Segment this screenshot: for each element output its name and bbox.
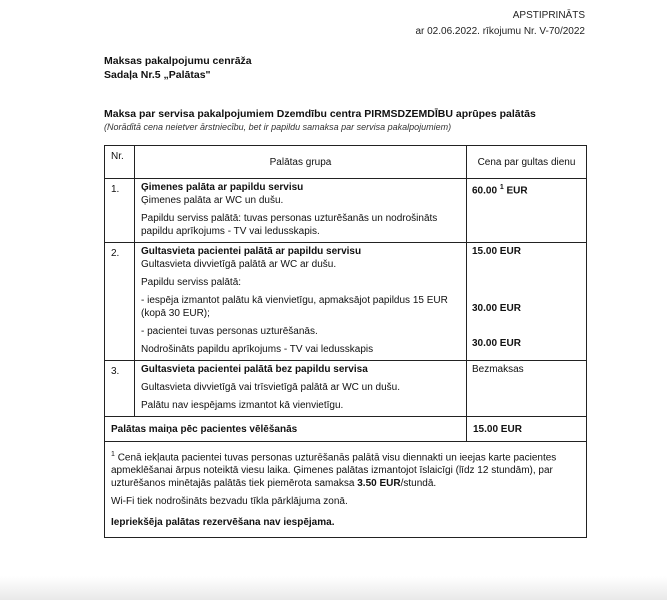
row-line: Papildu serviss palātā: (141, 277, 242, 288)
section-note: (Norādītā cena neietver ārstniecību, bet ir papildu samaksa par servisa pakalpojumiem) (104, 122, 452, 132)
footnote-row (105, 442, 587, 538)
row-nr: 2. (105, 243, 135, 361)
table-row-room-change (105, 417, 587, 442)
footnote-line (111, 448, 580, 464)
price-value: 30.00 EUR (472, 303, 521, 314)
footnote-text: Cenā iekļauta pacientei tuvas personas uzturēšanās palātā visu diennakti un ieejas karte pacientes (117, 452, 557, 464)
row-line: Nodrošināts papildu aprīkojums - TV vai ledusskapis (141, 344, 374, 355)
row-price (467, 361, 587, 417)
footnote-text: uzturēšanos minētajās palātās tiek piemērota samaksa (111, 478, 355, 490)
row-line: Gultasvieta divvietīgā vai trīsvietīgā palātā ar WC un dušu. (141, 382, 401, 393)
row-line: Palātu nav iespējams izmantot kā vienvietīgu. (141, 400, 344, 411)
reservation-note: Iepriekšēja palātas rezervēšana nav iespējama. (111, 517, 335, 529)
approved-label: APSTIPRINĀTS (512, 10, 585, 21)
price-value: Bezmaksas (472, 364, 524, 375)
footnote-line: apmeklēšanai ārpus noteiktā viesu laika. Ģimenes palātas izmantojot īslaicīgi (līdz 12 stundām), par (111, 465, 553, 477)
wifi-note: Wi-Fi tiek nodrošināts bezvadu tīkla pārklājuma zonā. (111, 496, 348, 508)
row-price (467, 179, 587, 243)
room-change-label: Palātas maiņa pēc pacientes vēlēšanās (105, 417, 467, 442)
row-group (135, 361, 467, 417)
row-price (467, 243, 587, 361)
footnote-rate: 3.50 EUR (357, 478, 401, 490)
footnote-line (111, 477, 580, 490)
row-nr: 1. (105, 179, 135, 243)
row-line: Papildu serviss palātā: tuvas personas uzturēšanās un nodrošināts (141, 213, 438, 224)
approval-stamp (415, 8, 585, 40)
price-value: 15.00 EUR (472, 246, 521, 257)
document-title (104, 54, 252, 82)
section-subtitle: Maksa par servisa pakalpojumiem Dzemdību centra PIRMSDZEMDĪBU aprūpes palātās (104, 108, 536, 120)
row-title: Ģimenes palāta ar papildu servisu (141, 182, 304, 193)
row-line: - iespēja izmantot palātu kā vienvietīgu, apmaksājot papildus 15 EUR (141, 295, 448, 306)
order-reference: ar 02.06.2022. rīkojumu Nr. V-70/2022 (415, 26, 585, 37)
price-list-title: Maksas pakalpojumu cenrāža (104, 55, 252, 67)
row-title: Gultasvieta pacientei palātā ar papildu servisu (141, 246, 362, 257)
table-row (105, 243, 587, 361)
footnote-text: /stundā. (400, 478, 437, 490)
footnote (105, 442, 587, 538)
footnote-marker: 1 (499, 184, 504, 191)
table-row (105, 179, 587, 243)
price-value (472, 181, 581, 197)
row-line: papildu aprīkojums - TV vai ledusskapis. (141, 226, 320, 237)
row-group (135, 243, 467, 361)
price-unit: EUR (506, 185, 528, 197)
row-line: (kopā 30 EUR); (141, 308, 210, 319)
row-line: Ģimenes palāta ar WC un dušu. (141, 195, 284, 206)
room-change-price: 15.00 EUR (467, 417, 587, 442)
header-price: Cena par gultas dienu (467, 146, 587, 179)
header-group: Palātas grupa (135, 146, 467, 179)
page-shadow (0, 576, 667, 600)
footnote-marker: 1 (111, 451, 115, 458)
price-table (104, 145, 587, 538)
price-value: 30.00 EUR (472, 338, 521, 349)
table-row (105, 361, 587, 417)
table-header-row (105, 146, 587, 179)
row-line: - pacientei tuvas personas uzturēšanās. (141, 326, 318, 337)
row-nr: 3. (105, 361, 135, 417)
row-line: Gultasvieta divvietīgā palātā ar WC ar dušu. (141, 259, 337, 270)
price-amount: 60.00 (472, 185, 498, 197)
section-label: Sadaļa Nr.5 „Palātas" (104, 69, 211, 81)
row-group (135, 179, 467, 243)
header-nr: Nr. (105, 146, 135, 179)
row-title: Gultasvieta pacientei palātā bez papildu servisa (141, 364, 368, 375)
